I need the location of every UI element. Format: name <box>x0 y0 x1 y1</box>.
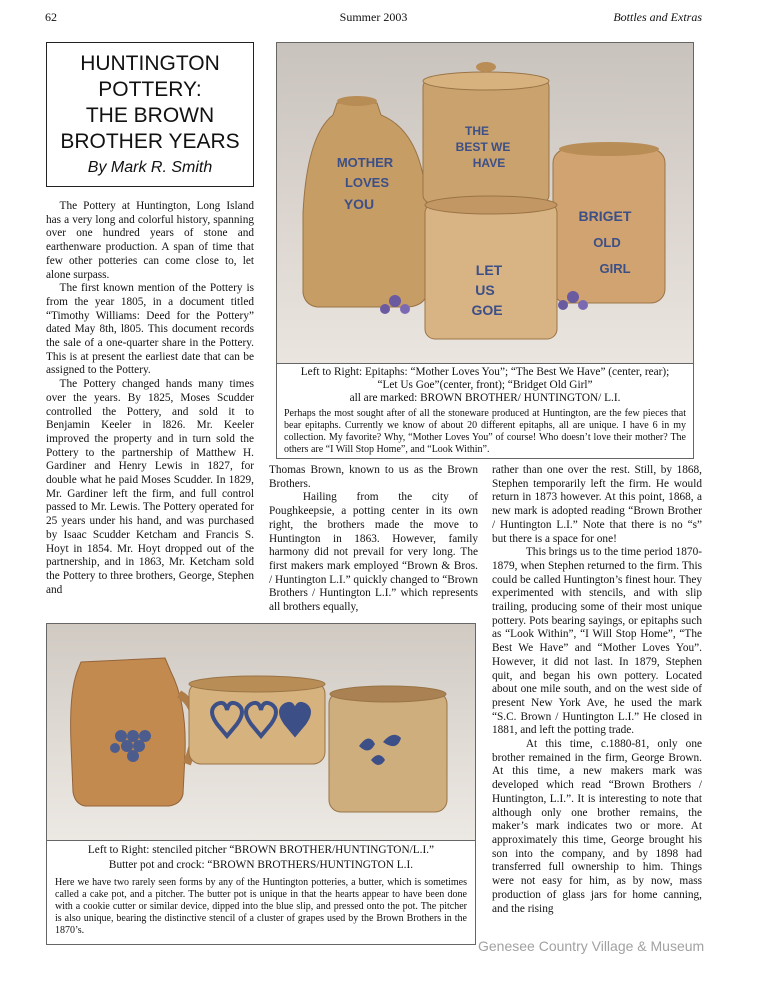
stencil-text: LET <box>475 262 503 278</box>
issue-date: Summer 2003 <box>339 10 408 24</box>
stencil-text: BEST WE <box>455 140 511 154</box>
caption-line: all are marked: BROWN BROTHER/ HUNTINGTON/ L.I. <box>349 392 621 404</box>
museum-watermark: Genesee Country Village & Museum <box>478 938 705 954</box>
stencil-text: HAVE <box>472 156 506 170</box>
caption-line: Butter pot and crock: “BROWN BROTHERS/HUNTINGTON L.I. <box>108 859 414 871</box>
caption-line: Left to Right: stenciled pitcher “BROWN BROTHER/HUNTINGTON/L.I.” <box>87 844 435 856</box>
caption-detail: Here we have two rarely seen forms by any of the Huntington potteries, a butter, which is sometimes called a cake pot, and a pitcher. The butter pot is unique in that the hearts appear to have been done with a cookie cutter or similar device, dipped into the blue slip, and pressed onto the pot. The pitcher is also unique, bearing the distinctive stencil of a cluster of grapes used by the Brown Brothers in the 1870’s. <box>55 877 467 936</box>
column-3 <box>492 464 702 916</box>
stencil-text: BRIGET <box>578 208 632 224</box>
paragraph: The Pottery changed hands many times over the years. By 1825, Moses Scudder controlled the Pottery, and sold it to Benjamin Keeler in l826. Mr. Keeler improved the property and in turn sold the Pottery to the partnership of Matthew H. Gardiner and Henry Lewis in 1827, for double what he paid Moses Scudder. In 1829, Mr. Gardiner left the firm, and full control passed to Mr. Lewis. The Pottery operated for 25 years under his hand, and was purchased by Isaac Scudder Ketcham and Francis S. Hoyt in 1854. Mr. Hoyt dropped out of the partnership, and in 1863, Mr. Ketcham sold the Pottery to three brothers, George, Stephen and <box>46 378 254 596</box>
page-number: 62 <box>45 10 57 24</box>
magazine-name: Bottles and Extras <box>613 10 702 24</box>
paragraph: rather than one over the rest. Still, by 1868, Stephen temporarily left the firm. He would return in 1873 however. At this point, 1868, a new mark is adopted reading “Brown Brother / Huntington L.I.” Note that there is no “s” but there is a space for one! <box>492 464 702 545</box>
paragraph: Hailing from the city of Poughkeepsie, a potting center in its own right, the brothers made the move to Huntington in 1863. However, family harmony did not prevail for very long. The first makers mark employed “Brown & Bros. / Huntington L.I.” quickly changed to “Brown Brothers / Huntington L.I.” which represents all brothers equally, <box>269 491 478 614</box>
column-1 <box>46 200 254 597</box>
paragraph: The first known mention of the Pottery is from the year 1805, in a document titled “Timothy Williams: Deed for the Pottery” dated May 8th, l805. This document records the sale of a one-quarter share in the Pottery. This is at present the earliest date that can be assigned to the Pottery. <box>46 282 254 377</box>
paragraph: Thomas Brown, known to us as the Brown Brothers. <box>269 464 478 490</box>
article-title: HUNTINGTON POTTERY: THE BROWN BROTHER YEARS <box>60 52 240 153</box>
paragraph: At this time, c.1880-81, only one brother remained in the firm, George Brown. At this time, a new makers mark was developed which read “Brown Brothers / Huntington, L.I.”. It is interesting to note that although only one brother remains, the maker’s mark indicates two or more. At approximately this time, George brought his son into the company, and by 1898 had transferred full ownership to him. Things were not easy for him, as by now, mass production of glass jars for home canning, and the rising <box>492 738 702 915</box>
stencil-text: GIRL <box>599 261 631 276</box>
photo-2-caption <box>46 841 476 945</box>
byline: By Mark R. Smith <box>87 159 213 176</box>
article-title-box <box>46 42 254 187</box>
stencil-text: YOU <box>343 196 375 212</box>
stencil-text: LOVES <box>344 175 390 190</box>
paragraph: This brings us to the time period 1870-1879, when Stephen returned to the firm. This could be called Huntington’s finest hour. They experimented with stencils, and with slip trailing, producing some of their most unique pottery. Pots bearing sayings, or epitaphs such as “Look Within”, “I Will Stop Home”, “The Best We Have” and “Mother Loves You”. However, it did not last. In 1879, Stephen quit, and began his own pottery. Located about one mile south, and on the west side of present New York Ave, he used the mark “S.C. Brown / Huntington L.I.” He closed in 1881, and left the potting trade. <box>492 546 702 737</box>
caption-detail: Perhaps the most sought after of all the stoneware produced at Huntington, are the few pieces that bear epitaphs. Currently we know of about 20 different epitaphs, all are unique. I have 6 in my collection. My favorite? Why, “Mother Loves You” of course! Who doesn’t love their mother? The others are “I Will Stop Home”, and “Look Within”. <box>284 408 686 455</box>
stencil-text: OLD <box>593 235 621 250</box>
paragraph: The Pottery at Huntington, Long Island has a very long and colorful history, spanning over one hundred years of stone and earthenware production. A span of time that few other potteries can come close to, let alone surpass. <box>46 200 254 281</box>
page-header <box>45 10 702 28</box>
epitaph-crocks-photo <box>276 42 694 364</box>
column-2 <box>269 464 478 615</box>
pitcher-butter-crock-photo <box>46 623 476 841</box>
caption-line: Left to Right: Epitaphs: “Mother Loves You”; “The Best We Have” (center, rear); <box>300 366 670 378</box>
stencil-text: THE <box>465 124 489 138</box>
caption-line: “Let Us Goe”(center, front); “Bridget Old Girl” <box>377 379 593 391</box>
photo-1-caption <box>276 364 694 459</box>
stencil-text: MOTHER <box>336 155 394 170</box>
stencil-text: GOE <box>471 302 503 318</box>
stencil-text: US <box>475 282 495 298</box>
